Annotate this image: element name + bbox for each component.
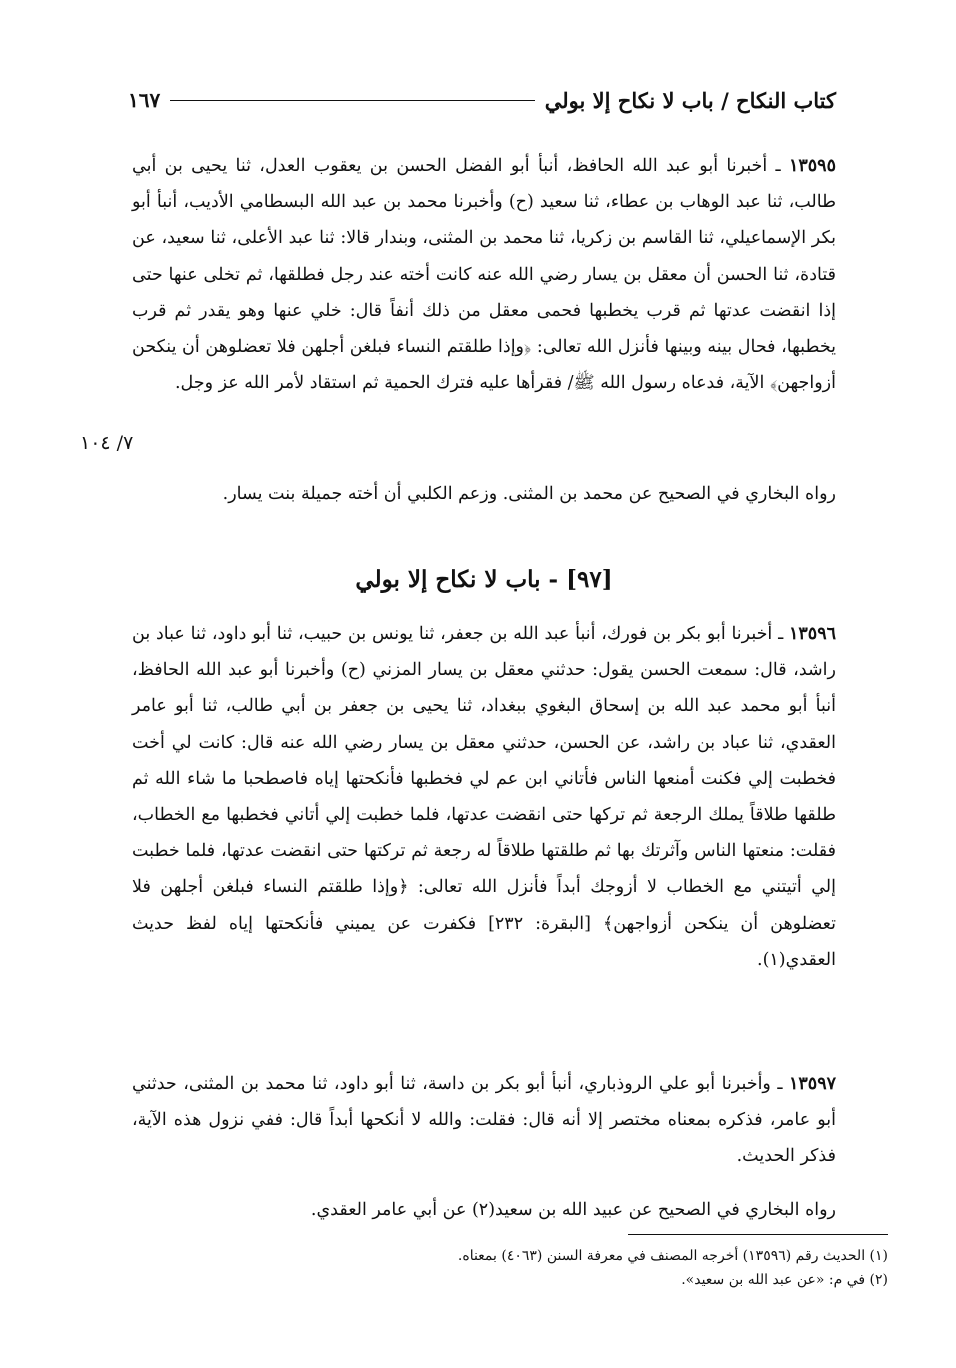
footnotes xyxy=(300,1244,888,1292)
header-rule xyxy=(170,100,535,101)
hadith-13596 xyxy=(132,616,836,978)
bukhari-note xyxy=(132,1192,836,1228)
hadith-text: ـ وأخبرنا أبو علي الروذباري، أنبأ أبو بكر بن داسة، ثنا أبو داود، ثنا محمد بن المثنى، حدثني أبو عامر، فذكره بمعناه مختصر إلا أنه قال: فقلت: والله لا أنكحها أبداً قال: ففي نزول هذه الآية، فذكر الحديث. xyxy=(132,1074,836,1167)
bukhari-note-text: رواه البخاري في الصحيح عن محمد بن المثنى. وزعم الكلبي أن أخته جميلة بنت يسار. xyxy=(222,484,836,504)
hadith-text: ـ أخبرنا أبو بكر بن فورك، أنبأ عبد الله بن جعفر، ثنا يونس بن حبيب، ثنا أبو داود، ثنا عباد بن راشد، قال: سمعت الحسن يقول: حدثني معقل بن يسار المزني (ح) وأخبرنا أبو عبد الله الحافظ، أنبأ أبو محمد عبد الله بن إسحاق البغوي ببغداد، ثنا يحيى بن جعفر بن أبي طالب، ثنا أبو عامر العقدي، ثنا عباد بن راشد، عن الحسن، حدثني معقل بن يسار رضي الله عنه قال: كانت لي أخت فخطبت إلي فكنت أمنعها الناس فأتاني ابن عم لي فخطبها فأنكحتها إياه فاصطحبا ما شاء الله ثم طلقها طلاقاً يملك الرجعة ثم تركها حتى انقضت عدتها، فلما خطبت إلي أتاني فخطبها مع الخطاب، فقلت: منعتها الناس وآثرتك بها ثم طلقتها طلاقاً له رجعة ثم تركتها حتى انقضت عدتها، فلما خطبت إلي أتيتني مع الخطاب لا أزوجك أبداً فأنزل الله تعالى: ﴿وإذا طلقتم النساء فبلغن أجلهن فلا تعضلوهن أن ينكحن أزواجهن﴾ [البقرة: ٢٣٢] فكفرت عن يميني فأنكحتها إياه لفظ حديث العقدي(١). xyxy=(132,624,836,970)
hadith-13595 xyxy=(132,148,836,401)
chapter-title: [٩٧] - باب لا نكاح إلا بولي xyxy=(355,566,613,593)
margin-reference: ٧/ ١٠٤ xyxy=(80,432,134,454)
footnote-divider xyxy=(628,1234,888,1235)
bukhari-note xyxy=(132,476,836,512)
page-number: ١٦٧ xyxy=(128,88,161,112)
footnote: (١) الحديث رقم (١٣٥٩٦) أخرجه المصنف في معرفة السنن (٤٠٦٣) بمعناه. xyxy=(457,1248,888,1264)
hadith-number: ١٣٥٩٧ xyxy=(789,1074,836,1094)
footnote: (٢) في م: «عن عبد الله بن سعيد». xyxy=(681,1272,888,1288)
hadith-number: ١٣٥٩٦ xyxy=(789,624,836,644)
hadith-number: ١٣٥٩٥ xyxy=(788,156,836,176)
hadith-text: ـ أخبرنا أبو عبد الله الحافظ، أنبأ أبو الفضل الحسن بن يعقوب العدل، ثنا يحيى بن أبي طالب، ثنا عبد الوهاب بن عطاء، ثنا سعيد (ح) وأخبرنا محمد بن عبد الله البسطامي الأديب، أنبأ أبو بكر الإسماعيلي، ثنا القاسم بن زكريا، ثنا محمد بن المثنى، وبندار قالا: ثنا عبد الأعلى، ثنا سعيد، عن قتادة، ثنا الحسن أن معقل بن يسار رضي الله عنه كانت أخته عند رجل فطلقها، ثم تخلى عنها حتى إذا انقضت عدتها ثم قرب يخطبها فحمى معقل من ذلك أنفاً قال: خلي عنها وهو يقدر ثم قرب يخطبها، فحال بينه وبينها فأنزل الله تعالى: ﴿وإذا طلقتم النساء فبلغن أجلهن فلا تعضلوهن أن ينكحن أزواجهن﴾ الآية، فدعاه رسول الله ﷺ/ فقرأها عليه فترك الحمية ثم استقاد لأمر الله عز وجل. xyxy=(132,156,836,394)
running-title: كتاب النكاح / باب لا نكاح إلا بولي xyxy=(544,87,836,113)
bukhari-note-text: رواه البخاري في الصحيح عن عبيد الله بن سعيد(٢) عن أبي عامر العقدي. xyxy=(310,1200,836,1220)
page-header xyxy=(128,80,836,120)
hadith-13597 xyxy=(132,1066,836,1175)
